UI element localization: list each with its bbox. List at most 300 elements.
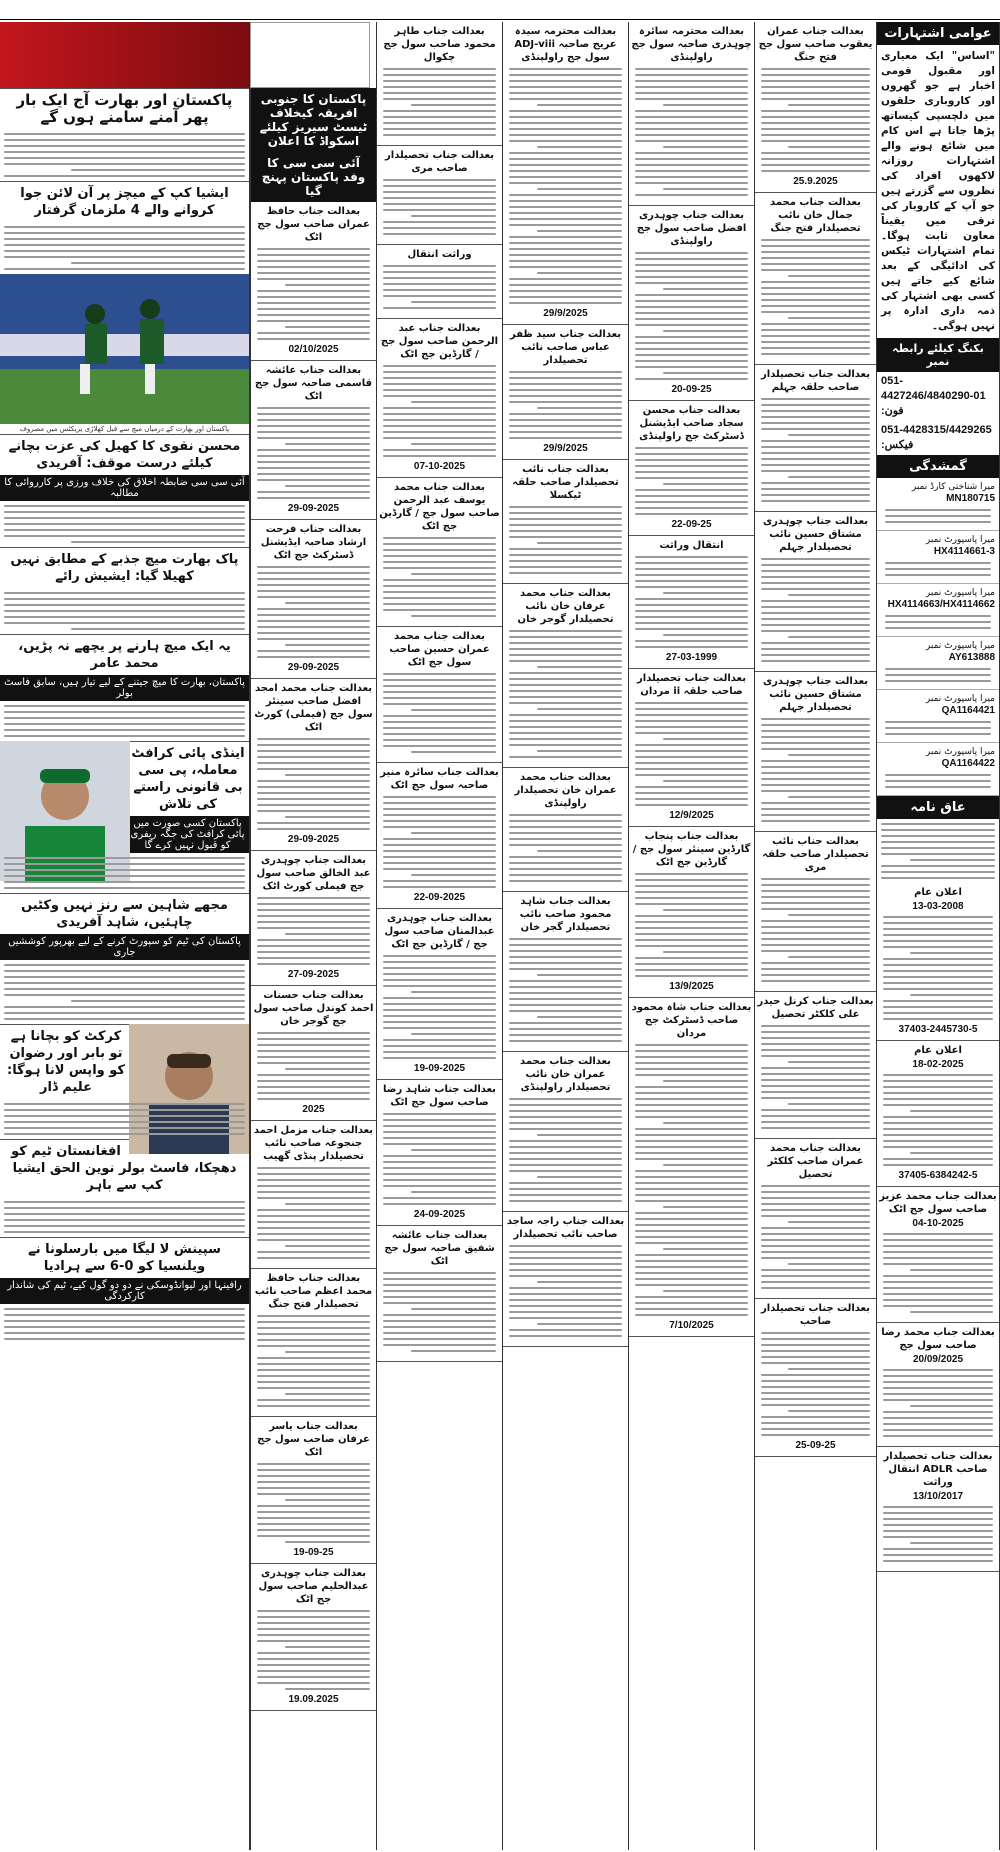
text-line: [257, 1092, 370, 1094]
text-line: [761, 1097, 870, 1099]
text-line: [635, 1044, 748, 1046]
text-line: [257, 1339, 370, 1341]
text-line: [509, 956, 622, 958]
text-line: [761, 458, 870, 460]
text-line: [761, 500, 870, 502]
text-line: [383, 1344, 496, 1346]
text-line: [4, 1320, 245, 1322]
text-line: [411, 874, 496, 876]
text-line: [761, 299, 870, 301]
text-line: [4, 711, 245, 713]
text-line: [761, 404, 870, 406]
text-line: [4, 869, 245, 871]
text-line: [383, 1021, 496, 1023]
text-line: [883, 1018, 993, 1020]
text-line: [635, 1314, 748, 1316]
text-line: [761, 736, 870, 738]
text-line: [883, 1122, 993, 1124]
text-line: [761, 944, 870, 946]
text-line: [383, 1119, 496, 1121]
text-line: [761, 938, 870, 940]
text-line: [4, 604, 245, 606]
headline-box: پاکستان کا جنوبی افریقہ کیخلاف ٹیسٹ سیریز کیلئے اسکواڈ کا اعلان: [251, 88, 376, 152]
hearing-date: 07-10-2025: [413, 461, 466, 472]
text-line: [257, 1505, 370, 1507]
text-line: [383, 233, 496, 235]
text-line: [761, 974, 870, 976]
text-line: [257, 1610, 370, 1612]
text-line: [257, 792, 370, 794]
text-line: [635, 708, 748, 710]
text-line: [885, 668, 991, 670]
text-line: [509, 962, 622, 964]
text-line: [257, 909, 370, 911]
text-line: [537, 750, 622, 752]
text-line: [4, 994, 245, 996]
text-line: [881, 829, 995, 831]
text-line: [635, 726, 748, 728]
text-line: [509, 1128, 622, 1130]
text-line: [411, 1033, 496, 1035]
text-line: [509, 506, 622, 508]
court-notice: [629, 827, 754, 998]
text-line: [881, 847, 995, 849]
body-text: [757, 398, 874, 502]
text-line: [635, 116, 748, 118]
notice-title: بعدالت جناب عائشہ شفیق صاحبہ سول جج اٹک: [384, 1230, 495, 1267]
text-line: [788, 1263, 870, 1265]
text-line: [761, 110, 870, 112]
text-line: [285, 1203, 370, 1205]
body-text: [379, 1272, 500, 1352]
body-text: [379, 365, 500, 457]
text-line: [383, 1125, 496, 1127]
notice-title: بعدالت جناب چوہدری عبد الخالق صاحب سول جج فیملی کورٹ اٹک: [256, 855, 371, 892]
text-line: [761, 1055, 870, 1057]
text-line: [411, 615, 496, 617]
text-line: [509, 672, 622, 674]
text-line: [411, 832, 496, 834]
body-text: [253, 897, 374, 965]
text-line: [761, 766, 870, 768]
text-line: [761, 452, 870, 454]
text-line: [635, 1152, 748, 1154]
text-line: [4, 1006, 245, 1008]
text-line: [788, 1103, 870, 1105]
text-line: [509, 684, 622, 686]
text-line: [509, 110, 622, 112]
text-line: [257, 1375, 370, 1377]
text-line: [257, 1676, 370, 1678]
notice-title: بعدالت جناب مزمل احمد جنجوعہ صاحب نائب تحصیلدار پنڈی گھیب: [253, 1125, 374, 1162]
text-line: [509, 1022, 622, 1024]
text-line: [383, 203, 496, 205]
text-line: [509, 134, 622, 136]
text-line: [383, 437, 496, 439]
text-line: [761, 263, 870, 265]
text-line: [383, 739, 496, 741]
lost-text: میرا پاسپورٹ نمبر: [925, 747, 995, 757]
court-notice: [503, 892, 628, 1052]
text-line: [509, 1152, 622, 1154]
general-notice: [877, 1041, 999, 1187]
text-line: [635, 897, 748, 899]
text-line: [635, 122, 748, 124]
text-line: [883, 1134, 993, 1136]
text-line: [509, 726, 622, 728]
text-line: [4, 268, 245, 270]
text-line: [635, 762, 748, 764]
text-line: [257, 1227, 370, 1229]
text-line: [257, 1369, 370, 1371]
text-line: [4, 863, 245, 865]
text-line: [383, 745, 496, 747]
body-text: [505, 630, 626, 758]
text-line: [761, 624, 870, 626]
text-line: [883, 916, 993, 918]
text-line: [4, 857, 245, 859]
body-text: [0, 226, 249, 270]
text-line: [635, 140, 748, 142]
text-line: [883, 1098, 993, 1100]
notice-date: 20/09/2025: [912, 1354, 964, 1365]
text-line: [788, 275, 870, 277]
text-line: [883, 976, 993, 978]
body-text: [379, 796, 500, 888]
text-line: [383, 265, 496, 267]
text-line: [761, 932, 870, 934]
text-line: [883, 1399, 993, 1401]
text-line: [509, 950, 622, 952]
text-line: [635, 158, 748, 160]
lost-number: QA1164422: [941, 758, 995, 769]
text-line: [635, 258, 748, 260]
court-notice: [629, 206, 754, 401]
text-line: [788, 754, 870, 756]
court-notice: [251, 1564, 376, 1711]
text-line: [257, 1640, 370, 1642]
text-line: [635, 378, 748, 380]
text-line: [761, 606, 870, 608]
text-line: [635, 1128, 748, 1130]
text-line: [4, 232, 245, 234]
text-line: [883, 1417, 993, 1419]
text-line: [509, 744, 622, 746]
text-line: [761, 742, 870, 744]
text-line: [383, 1113, 496, 1115]
text-line: [509, 968, 622, 970]
body-text: [0, 133, 249, 177]
text-line: [383, 1167, 496, 1169]
text-line: [257, 608, 370, 610]
text-line: [383, 591, 496, 593]
sports-strapline: آئی سی سی ضابطہ اخلاق کی خلاف ورزی پر کارروائی کا مطالبہ: [0, 475, 249, 501]
text-line: [883, 1423, 993, 1425]
text-line: [509, 266, 622, 268]
text-line: [761, 1257, 870, 1259]
text-line: [285, 644, 370, 646]
notice-title: بعدالت جناب تحصیلدار صاحب ADLR انتقال وراثت: [883, 1451, 993, 1488]
text-line: [509, 254, 622, 256]
text-line: [883, 1006, 993, 1008]
text-line: [509, 702, 622, 704]
text-line: [788, 956, 870, 958]
text-line: [635, 176, 748, 178]
text-line: [761, 251, 870, 253]
hearing-date: 29-09-2025: [287, 503, 340, 514]
text-line: [383, 1045, 496, 1047]
text-line: [257, 1387, 370, 1389]
text-line: [509, 158, 622, 160]
text-line: [509, 636, 622, 638]
lost-text: میرا پاسپورٹ نمبر: [925, 588, 995, 598]
text-line: [383, 856, 496, 858]
body-text: [505, 1098, 626, 1202]
text-line: [761, 950, 870, 952]
court-notice: [251, 851, 376, 986]
text-line: [257, 266, 370, 268]
notice-title: بعدالت جناب محمد عزیز صاحب سول جج اٹک: [879, 1191, 997, 1215]
text-line: [635, 768, 748, 770]
text-line: [257, 1173, 370, 1175]
text-line: [635, 927, 748, 929]
text-line: [257, 1529, 370, 1531]
text-line: [285, 1393, 370, 1395]
hearing-date: 7/10/2025: [669, 1320, 714, 1331]
sports-strapline: پاکستان کسی صورت میں پائی کرافٹ کی جگہ ریفری کو قبول نہیں کرے گا: [0, 816, 249, 853]
aaq-title: عاق نامہ: [877, 796, 999, 819]
text-line: [509, 814, 622, 816]
text-line: [881, 865, 995, 867]
hearing-date: 29/9/2025: [543, 443, 588, 454]
text-line: [761, 820, 870, 822]
text-line: [761, 660, 870, 662]
text-line: [509, 880, 622, 882]
court-notice: [755, 672, 876, 832]
text-line: [761, 1386, 870, 1388]
text-line: [635, 945, 748, 947]
text-line: [509, 140, 622, 142]
text-line: [383, 1143, 496, 1145]
body-text: [379, 673, 500, 753]
text-line: [883, 1429, 993, 1431]
text-line: [4, 988, 245, 990]
text-line: [509, 732, 622, 734]
text-line: [635, 1194, 748, 1196]
text-line: [509, 413, 622, 415]
text-line: [761, 416, 870, 418]
notice-title: بعدالت جناب کرنل حیدر علی کلکٹر تحصیل: [757, 996, 874, 1020]
text-line: [509, 512, 622, 514]
text-line: [788, 104, 870, 106]
text-line: [4, 139, 245, 141]
text-line: [635, 1050, 748, 1052]
text-line: [663, 738, 748, 740]
text-line: [509, 383, 622, 385]
notice-title: بعدالت جناب محمد عمران خان تحصیلدار راولپنڈی: [514, 772, 617, 809]
text-line: [383, 820, 496, 822]
text-line: [4, 505, 245, 507]
hearing-date: 29-09-2025: [287, 834, 340, 845]
text-line: [509, 1040, 622, 1042]
text-line: [257, 656, 370, 658]
text-line: [761, 980, 870, 982]
text-line: [4, 610, 245, 612]
text-line: [788, 914, 870, 916]
text-line: [883, 1158, 993, 1160]
text-line: [383, 419, 496, 421]
text-line: [383, 796, 496, 798]
text-line: [383, 973, 496, 975]
text-line: [635, 1098, 748, 1100]
text-line: [635, 774, 748, 776]
text-line: [761, 576, 870, 578]
sports-headline: سپینش لا لیگا میں بارسلونا نے ویلنسیا کو 0-6 سے ہرادیا: [0, 1237, 249, 1278]
text-line: [883, 1116, 993, 1118]
text-line: [761, 1203, 870, 1205]
text-line: [761, 86, 870, 88]
text-line: [4, 887, 245, 889]
text-line: [635, 312, 748, 314]
text-line: [383, 585, 496, 587]
text-line: [635, 276, 748, 278]
text-line: [383, 389, 496, 391]
body-text: [757, 1025, 874, 1129]
text-line: [663, 288, 748, 290]
body-text: [0, 1103, 249, 1135]
lost-notice: [877, 531, 999, 584]
text-line: [761, 1287, 870, 1289]
text-line: [4, 1201, 245, 1203]
body-text: [757, 68, 874, 172]
text-line: [4, 1012, 245, 1014]
text-line: [4, 1219, 245, 1221]
text-line: [257, 1469, 370, 1471]
text-line: [4, 157, 245, 159]
notice-title: بعدالت جناب تحصیلدار صاحب حلقہ ii مردان: [637, 673, 746, 697]
text-line: [761, 884, 870, 886]
text-line: [635, 74, 748, 76]
lost-text: میرا پاسپورٹ نمبر: [925, 535, 995, 545]
text-line: [761, 908, 870, 910]
text-line: [257, 479, 370, 481]
text-line: [383, 673, 496, 675]
body-text: [0, 1201, 249, 1233]
text-line: [509, 648, 622, 650]
court-notice: [377, 478, 502, 627]
text-line: [761, 1031, 870, 1033]
text-line: [635, 1224, 748, 1226]
text-line: [257, 1062, 370, 1064]
text-line: [509, 182, 622, 184]
lost-notice: [877, 743, 999, 796]
sports-headline: پاک بھارت میچ جذبے کے مطابق نہیں کھیلا گیا: ایشیش رائے: [0, 547, 249, 588]
text-line: [635, 616, 748, 618]
body-text: [631, 556, 752, 648]
text-line: [635, 1218, 748, 1220]
text-line: [881, 835, 995, 837]
text-line: [883, 1146, 993, 1148]
hearing-date: 27-03-1999: [665, 652, 718, 663]
text-line: [383, 413, 496, 415]
text-line: [509, 560, 622, 562]
notice-title: بعدالت جناب یاسر عرفان صاحب سول جج اٹک: [257, 1421, 370, 1458]
text-line: [257, 804, 370, 806]
text-line: [4, 133, 245, 135]
body-text: [757, 1185, 874, 1289]
text-line: [509, 401, 622, 403]
text-line: [257, 461, 370, 463]
text-line: [257, 437, 370, 439]
text-line: [383, 703, 496, 705]
text-line: [885, 680, 991, 682]
text-line: [635, 1212, 748, 1214]
text-line: [257, 810, 370, 812]
court-notice: [755, 992, 876, 1139]
text-line: [635, 1134, 748, 1136]
text-line: [509, 1116, 622, 1118]
text-line: [635, 306, 748, 308]
notice-title: بعدالت جناب محسن سجاد صاحب ایڈیشنل ڈسٹرکٹ جج راولپنڈی: [639, 405, 744, 442]
text-line: [761, 730, 870, 732]
hearing-date: 22-09-2025: [413, 892, 466, 903]
text-line: [635, 915, 748, 917]
text-line: [383, 955, 496, 957]
text-line: [4, 1127, 245, 1129]
text-line: [883, 1080, 993, 1082]
text-line: [509, 738, 622, 740]
text-line: [383, 1051, 496, 1053]
text-line: [411, 991, 496, 993]
text-line: [761, 962, 870, 964]
text-line: [257, 1044, 370, 1046]
text-line: [257, 302, 370, 304]
text-line: [257, 957, 370, 959]
text-line: [761, 1067, 870, 1069]
body-text: [881, 668, 995, 682]
text-line: [257, 1086, 370, 1088]
court-notice: [251, 1269, 376, 1417]
text-line: [761, 1215, 870, 1217]
text-line: [761, 335, 870, 337]
text-line: [663, 1206, 748, 1208]
text-line: [635, 513, 748, 515]
text-line: [509, 1287, 622, 1289]
text-line: [509, 1263, 622, 1265]
text-line: [257, 1221, 370, 1223]
text-line: [883, 1305, 993, 1307]
body-text: [379, 265, 500, 309]
notice-title: بعدالت جناب چوہدری عبدالمنان صاحب سول جج / گارڈین جج اٹک: [384, 913, 495, 950]
text-line: [635, 318, 748, 320]
text-line: [537, 272, 622, 274]
text-line: [4, 145, 245, 147]
text-line: [883, 1524, 993, 1526]
notice-title: بعدالت جناب محمد جمال خان نائب تحصیلدار فتح جنگ: [770, 197, 861, 234]
text-line: [509, 1034, 622, 1036]
text-line: [257, 308, 370, 310]
text-line: [761, 422, 870, 424]
text-line: [257, 756, 370, 758]
text-line: [883, 1251, 993, 1253]
text-line: [761, 347, 870, 349]
text-line: [257, 596, 370, 598]
text-line: [4, 881, 245, 883]
court-notice: [503, 325, 628, 460]
body-text: [253, 1032, 374, 1100]
text-line: [383, 227, 496, 229]
text-line: [383, 808, 496, 810]
